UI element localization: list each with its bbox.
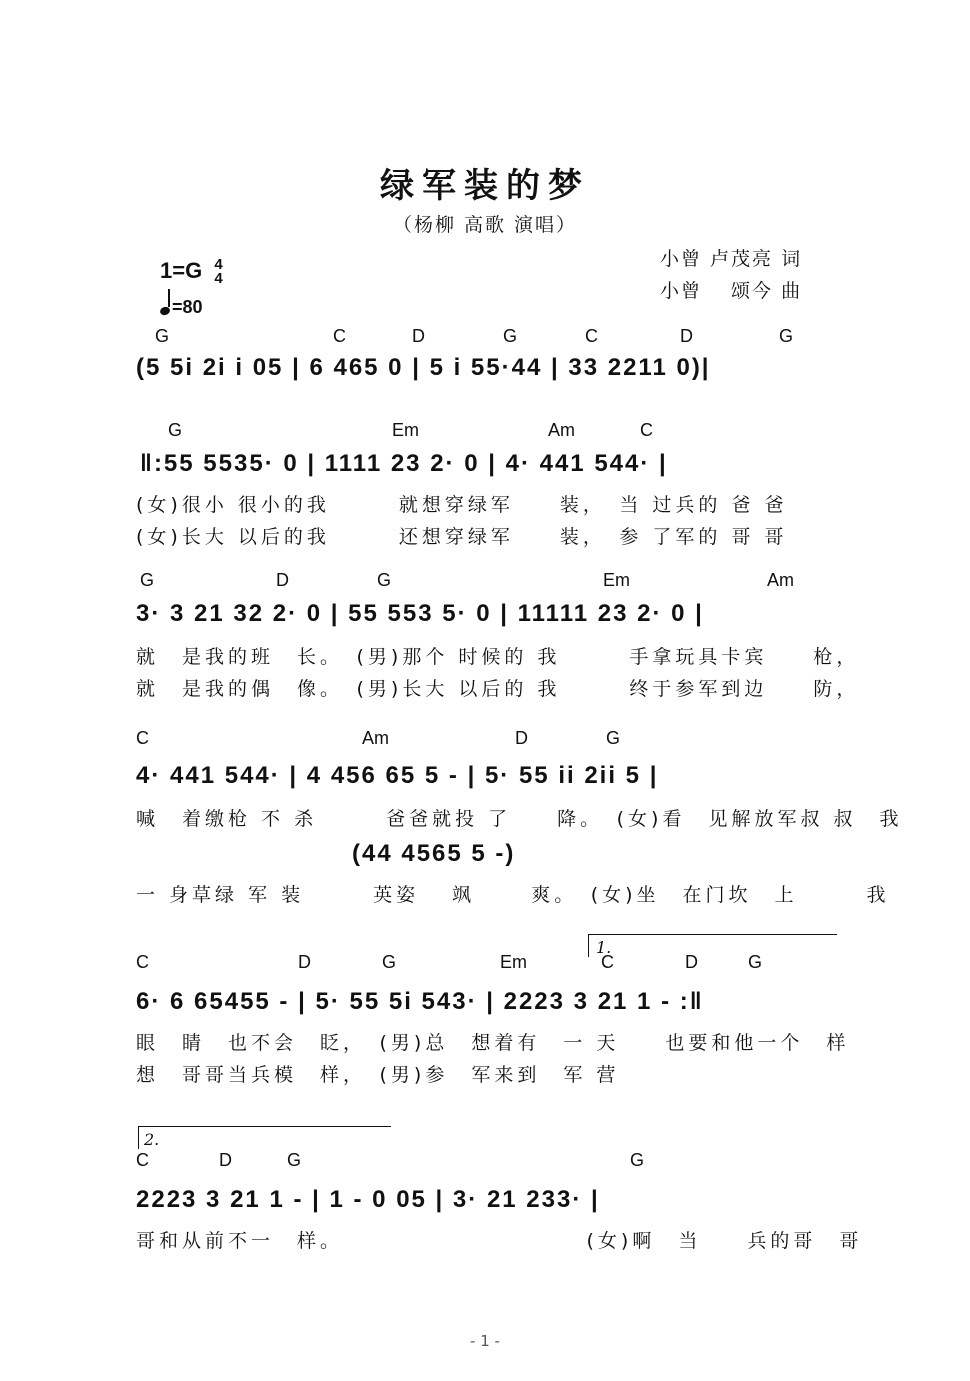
page-number: - 1 - <box>470 1332 500 1350</box>
time-top: 4 <box>214 256 223 274</box>
chord-symbol: Em <box>500 952 527 972</box>
lyric-line-1: 哥和从前不一 样。 (女)啊 当 兵的哥 哥 <box>136 1230 863 1252</box>
chord-symbol: G <box>630 1150 645 1170</box>
chord-symbol: G <box>748 952 763 972</box>
chord-symbol: D <box>219 1150 232 1170</box>
system-3 <box>0 570 970 710</box>
song-title: 绿军装的梦 <box>380 166 590 206</box>
notation-line: 2223 3 21 1 - | 1 - 0 05 | 3· 21 233· | <box>136 1186 600 1213</box>
key-label: 1=G <box>160 258 203 283</box>
alt-notation-line: (44 4565 5 -) <box>352 840 516 867</box>
chord-symbol: D <box>276 570 289 590</box>
chord-symbol: G <box>168 420 183 440</box>
chord-symbol: D <box>680 326 693 346</box>
chord-symbol: Am <box>362 728 389 748</box>
chord-symbol: Em <box>392 420 419 440</box>
key-signature <box>160 258 223 286</box>
chord-symbol: D <box>685 952 698 972</box>
chord-symbol: C <box>136 1150 149 1170</box>
lyricist-credit: 小曾 卢茂亮 词 <box>660 248 803 270</box>
volta-2-label: 2. <box>144 1130 160 1149</box>
chord-symbol: D <box>298 952 311 972</box>
system-4 <box>0 728 970 908</box>
lyric-line-1: 眼 睛 也不会 眨， (男)总 想着有 一 天 也要和他一个 样 <box>136 1032 850 1054</box>
volta-1-label: 1. <box>596 938 612 957</box>
system-2 <box>0 420 970 560</box>
system-6 <box>0 1150 970 1260</box>
composer-credit: 小曾 颂今 曲 <box>660 280 803 302</box>
lyric-line-2: 就 是我的偶 像。 (男)长大 以后的 我 终于参军到边 防， <box>136 678 860 700</box>
notation-line: 3· 3 21 32 2· 0 | 55 553 5· 0 | 11111 23 2· 0 | <box>136 600 704 627</box>
note-stem <box>168 289 170 307</box>
chord-symbol: G <box>140 570 155 590</box>
lyric-line-2: 一 身草绿 军 装 英姿 飒 爽。 (女)坐 在门坎 上 我 <box>136 884 890 906</box>
system-5 <box>0 952 970 1092</box>
tempo-marking <box>160 295 203 318</box>
lyric-line-1: 就 是我的班 长。 (男)那个 时候的 我 手拿玩具卡宾 枪， <box>136 646 860 668</box>
lyric-line-2: (女)长大 以后的我 还想穿绿军 装， 参 了军的 哥 哥 <box>136 526 788 548</box>
chord-symbol: G <box>606 728 621 748</box>
tempo-value: =80 <box>172 297 203 317</box>
song-subtitle: （杨柳 高歌 演唱） <box>392 214 578 236</box>
notation-line: (5 5i 2i i 05 | 6 465 0 | 5 i 55·44 | 33 2211 0)| <box>136 354 711 381</box>
chord-symbol: C <box>640 420 653 440</box>
quarter-note-icon <box>159 306 171 317</box>
chord-symbol: C <box>136 728 149 748</box>
system-1 <box>0 326 970 386</box>
chord-symbol: G <box>382 952 397 972</box>
lyric-line-1: (女)很小 很小的我 就想穿绿军 装， 当 过兵的 爸 爸 <box>136 494 788 516</box>
time-signature <box>214 258 222 286</box>
chord-symbol: G <box>155 326 170 346</box>
chord-symbol: D <box>412 326 425 346</box>
chord-symbol: C <box>333 326 346 346</box>
notation-line: 6· 6 65455 - | 5· 55 5i 543· | 2223 3 21 1 - :‖ <box>136 988 704 1015</box>
chord-symbol: Am <box>767 570 794 590</box>
chord-symbol: G <box>287 1150 302 1170</box>
chord-symbol: G <box>377 570 392 590</box>
chord-symbol: G <box>779 326 794 346</box>
notation-line: 4· 441 544· | 4 456 65 5 - | 5· 55 ii 2ii 5 | <box>136 762 659 789</box>
chord-symbol: C <box>136 952 149 972</box>
lyric-line-1: 喊 着缴枪 不 杀 爸爸就投 了 降。 (女)看 见解放军叔 叔 我 <box>136 808 903 830</box>
lyric-line-2: 想 哥哥当兵模 样， (男)参 军来到 军 营 <box>136 1064 620 1086</box>
chord-symbol: Am <box>548 420 575 440</box>
volta-2-bracket <box>138 1126 391 1149</box>
chord-symbol: D <box>515 728 528 748</box>
time-bottom: 4 <box>214 270 223 288</box>
chord-symbol: G <box>503 326 518 346</box>
chord-symbol: Em <box>603 570 630 590</box>
chord-symbol: C <box>585 326 598 346</box>
chord-symbol: C <box>601 952 614 972</box>
notation-line: ‖:55 5535· 0 | 1111 23 2· 0 | 4· 441 544· | <box>140 450 668 477</box>
